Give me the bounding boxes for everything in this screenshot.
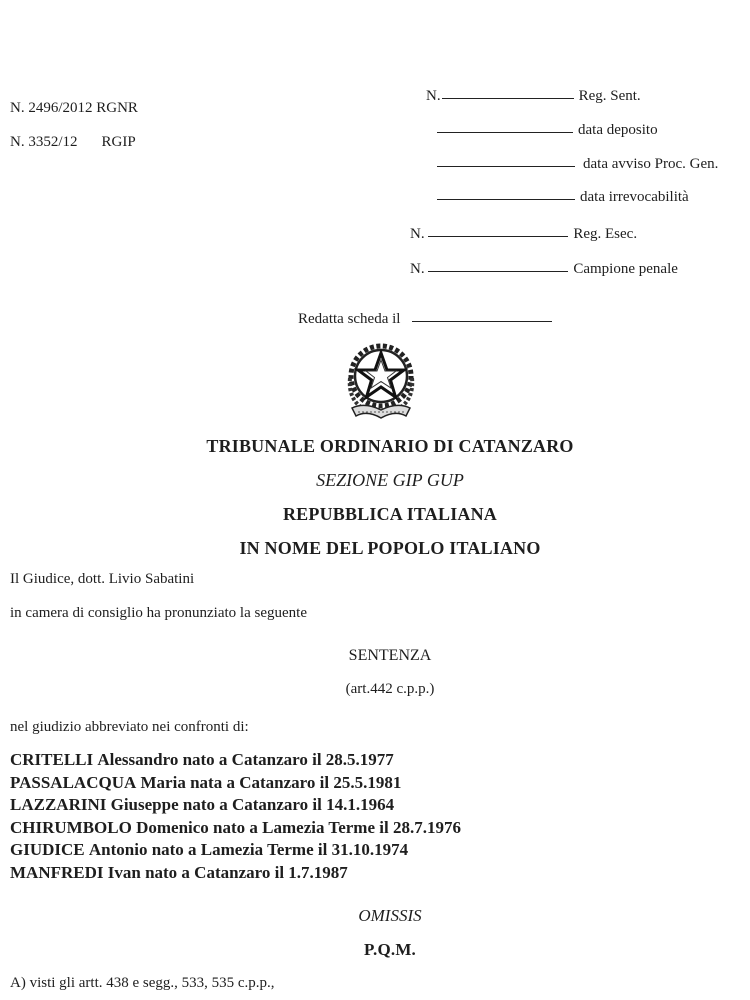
defendant-details: Domenico nato a Lamezia Terme il 28.7.1976	[136, 817, 461, 837]
reg-sent-label: Reg. Sent.	[578, 88, 641, 104]
sentence-article: (art.442 c.p.p.)	[345, 681, 435, 697]
rgip-suffix: RGIP	[101, 134, 136, 150]
reg-esec-field	[410, 226, 637, 243]
reg-sent-blank[interactable]	[442, 97, 574, 99]
defendant-details: Alessandro nato a Catanzaro il 28.5.1977	[97, 750, 394, 769]
reg-esec-blank[interactable]	[428, 235, 568, 237]
defendant-item	[10, 749, 461, 772]
rgnr-suffix: RGNR	[96, 100, 138, 116]
reg-esec-prefix: N.	[410, 226, 425, 242]
court-heading: TRIBUNALE ORDINARIO DI CATANZARO	[206, 436, 574, 456]
italian-republic-emblem-icon	[340, 336, 422, 422]
campione-penale-label: Campione penale	[573, 261, 678, 277]
data-avviso-label: data avviso Proc. Gen.	[583, 156, 719, 172]
defendant-item	[10, 794, 461, 817]
judge-line: Il Giudice, dott. Livio Sabatini	[10, 571, 195, 587]
scheda-blank[interactable]	[412, 320, 552, 322]
sentence-title: SENTENZA	[348, 647, 432, 664]
defendant-details: Maria nata a Catanzaro il 25.5.1981	[140, 772, 402, 792]
scheda-label: Redatta scheda il	[298, 311, 401, 327]
defendant-details: Ivan nato a Catanzaro il 1.7.1987	[107, 862, 348, 882]
data-deposito-label: data deposito	[578, 122, 658, 138]
data-irrevocabilita-field	[437, 189, 689, 206]
defendant-surname: GIUDICE	[10, 840, 85, 859]
reg-sent-field	[426, 88, 641, 105]
data-deposito-blank[interactable]	[437, 131, 573, 133]
defendant-surname: MANFREDI	[10, 862, 104, 882]
campione-penale-field	[410, 261, 678, 278]
campione-penale-prefix: N.	[410, 261, 425, 277]
defendant-surname: CHIRUMBOLO	[10, 817, 132, 837]
rgnr-number	[10, 100, 138, 117]
rgip-prefix: N. 3352/12	[10, 134, 78, 150]
defendant-item	[10, 772, 461, 795]
scheda-field	[298, 311, 557, 328]
omissis-heading: OMISSIS	[358, 906, 422, 925]
defendant-item	[10, 862, 461, 885]
defendant-surname: CRITELLI	[10, 750, 94, 769]
defendant-item	[10, 817, 461, 840]
defendant-details: Giuseppe nato a Catanzaro il 14.1.1964	[110, 795, 395, 814]
reg-sent-prefix: N.	[426, 88, 441, 104]
proceeding-line: nel giudizio abbreviato nei confronti di:	[10, 719, 249, 735]
rgnr-prefix: N. 2496/2012	[10, 100, 93, 116]
data-avviso-field	[437, 156, 718, 173]
pronounced-line: in camera di consiglio ha pronunziato la seguente	[10, 605, 307, 621]
data-avviso-blank[interactable]	[437, 165, 575, 167]
republic-heading: REPUBBLICA ITALIANA	[282, 504, 497, 524]
campione-penale-blank[interactable]	[428, 270, 568, 272]
data-deposito-field	[437, 122, 658, 139]
rgip-number	[10, 134, 136, 151]
pqm-heading: P.Q.M.	[363, 940, 417, 959]
reg-esec-label: Reg. Esec.	[573, 226, 638, 242]
defendant-item	[10, 839, 461, 862]
defendant-surname: LAZZARINI	[10, 795, 107, 814]
people-heading: IN NOME DEL POPOLO ITALIANO	[239, 538, 541, 558]
data-irrevocabilita-blank[interactable]	[437, 198, 575, 200]
data-irrevocabilita-label: data irrevocabilità	[580, 189, 689, 205]
defendant-details: Antonio nato a Lamezia Terme il 31.10.1974	[88, 840, 409, 859]
ruling-point-a: A) visti gli artt. 438 e segg., 533, 535 c.p.p.,	[10, 975, 275, 991]
defendant-surname: PASSALACQUA	[10, 772, 137, 792]
defendants-list	[10, 749, 461, 884]
section-heading: SEZIONE GIP GUP	[316, 470, 464, 490]
